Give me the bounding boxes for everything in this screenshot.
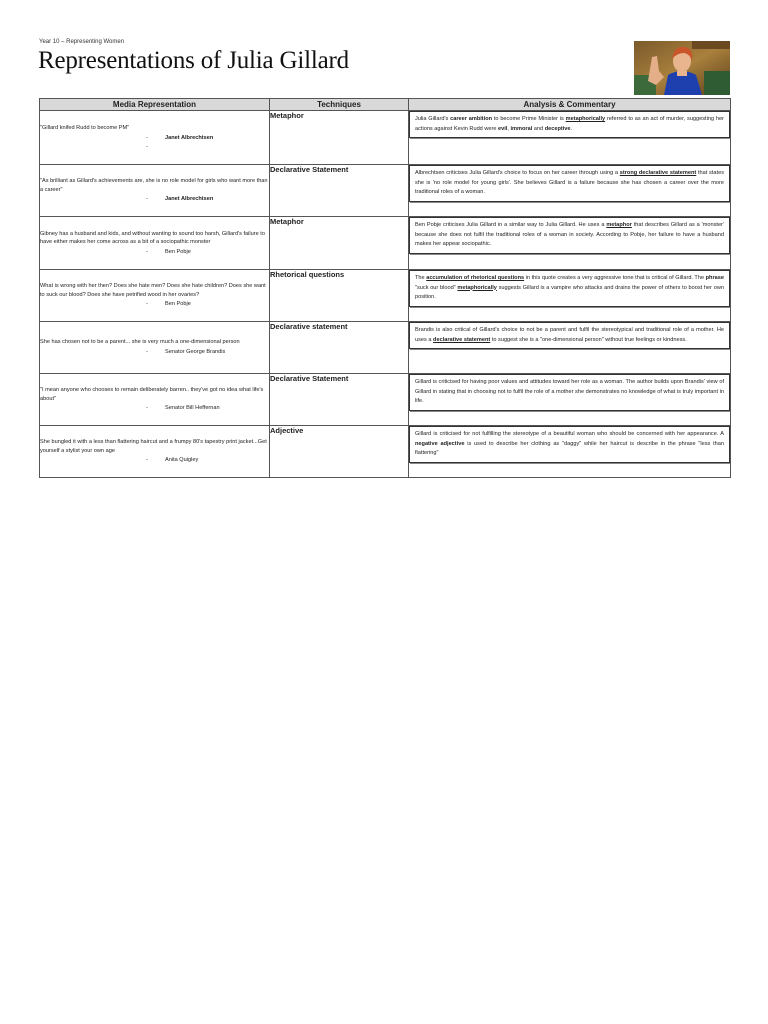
technique-cell: Declarative Statement — [270, 374, 409, 426]
analysis-cell — [409, 426, 731, 478]
analysis-highlight: metaphorically — [565, 116, 606, 122]
analysis-cell — [409, 217, 731, 270]
quote-source — [40, 456, 269, 465]
quote-source — [40, 348, 269, 357]
analysis-text: Albrechtsen criticises Julia Gillard's choice to focus on her career through using a — [415, 170, 620, 176]
table-row — [40, 374, 731, 426]
analysis-text: referred to as an act of murder, suggesting her actions against Kevin Rudd were — [415, 116, 724, 132]
analysis-text: is used to describe her clothing as "daggy" while her haircut is describe in the phrase "less than flattering" — [415, 440, 724, 457]
quote-source — [40, 248, 269, 257]
analysis-highlight: phrase — [705, 275, 724, 281]
analysis-cell — [409, 374, 731, 426]
analysis-box — [409, 374, 730, 411]
analysis-text: to become Prime Minister is — [492, 116, 566, 122]
analysis-highlight: evil — [498, 125, 508, 132]
technique-cell: Declarative statement — [270, 322, 409, 374]
analysis-box — [409, 322, 730, 349]
analysis-cell — [409, 322, 731, 374]
analysis-highlight: career ambition — [450, 116, 493, 122]
analysis-text: Brandis is also critical of Gillard's choice to not be a parent and fulfil the stereotypical and traditional role of a mother. He uses a — [415, 327, 724, 343]
analysis-text: , — [507, 125, 511, 132]
media-representation-cell — [40, 217, 270, 270]
quote-source-name: Anita Quigley — [165, 457, 199, 464]
table-row — [40, 217, 731, 270]
analysis-text: Gillard is criticised for having poor values and attitudes toward her role as a woman. The author builds upon Brandis' view of Gillard in stating that in choosing not to fulfil the role of a mother she demonstrates no knowledge of what is truly important in life. — [415, 379, 724, 405]
analysis-highlight: negative adjective — [415, 440, 465, 447]
analysis-highlight: accumulation of rhetorical questions — [426, 275, 525, 281]
technique-cell: Metaphor — [270, 111, 409, 165]
technique-cell: Declarative Statement — [270, 165, 409, 217]
table-row — [40, 165, 731, 217]
technique-cell: Metaphor — [270, 217, 409, 270]
quote-source — [40, 300, 269, 309]
analysis-highlight: metaphor — [606, 222, 632, 228]
quote-source — [40, 195, 269, 204]
quote-source-name: Janet Albrechtsen — [165, 196, 214, 203]
analysis-highlight: declarative statement — [433, 336, 491, 343]
table-row — [40, 322, 731, 374]
header-media-representation: Media Representation — [40, 99, 270, 111]
document-title: Representations of Julia Gillard — [38, 47, 349, 74]
analysis-box — [409, 165, 730, 202]
media-representation-cell — [40, 374, 270, 426]
analysis-highlight: strong declarative statement — [619, 170, 697, 176]
quote-text: What is wrong with her then? Does she hate men? Does she hate children? Does she want to suck our blood? Does she have petrified wood in her ovaries? — [40, 283, 266, 298]
header-techniques: Techniques — [270, 99, 409, 111]
analysis-box — [409, 426, 730, 463]
analysis-highlight: immoral — [510, 125, 533, 132]
analysis-text: that states she is 'no role model for young girls'. She believes Gillard is a failure because she has chosen a career over the more traditional roles of a woman. — [415, 170, 724, 196]
quote-source-name: Senator Bill Heffernan — [165, 405, 220, 412]
quote-source-name: Ben Pobje — [165, 248, 191, 255]
quote-text: "I mean anyone who chooses to remain deliberately barren.. they've got no idea what life's about" — [40, 387, 264, 402]
quote-text: Gibney has a husband and kids, and without wanting to sound too harsh, Gillard's failure to have either makes her come across as a bit of a sociopathic monster — [40, 230, 265, 246]
analysis-text: Ben Pobje criticises Julia Gillard in a similar way to Julia Gillard. He uses a — [415, 222, 607, 228]
julia-gillard-photo — [634, 41, 730, 95]
analysis-box — [409, 270, 730, 307]
header-analysis-commentary: Analysis & Commentary — [409, 99, 731, 111]
analysis-text: that describes Gillard as a 'monster' because she does not fulfil the traditional roles of a woman in society. According to Pobje, her failure to have a husband makes her appear sociopathic. — [415, 222, 724, 248]
media-representation-cell — [40, 111, 270, 165]
analysis-text: to suggest she is a "one-dimensional person" without true feelings or kindness. — [490, 336, 687, 343]
analysis-text: The — [415, 275, 427, 281]
quote-source — [40, 134, 269, 143]
analysis-text: . — [570, 125, 573, 132]
media-representation-cell — [40, 270, 270, 322]
table-row — [40, 426, 731, 478]
table-row — [40, 111, 731, 165]
technique-cell: Adjective — [270, 426, 409, 478]
media-representation-cell — [40, 426, 270, 478]
analysis-text: and — [532, 125, 545, 132]
quote-source — [40, 404, 269, 413]
representations-table — [39, 98, 731, 478]
analysis-box — [409, 111, 730, 138]
analysis-highlight: metaphorically — [457, 284, 497, 291]
source-dash — [40, 143, 269, 151]
analysis-text: Julia Gillard's — [415, 116, 451, 122]
quote-text: "Gillard knifed Rudd to become PM" — [40, 124, 130, 131]
document-subtitle: Year 10 – Representing Women — [39, 39, 125, 45]
analysis-cell — [409, 165, 731, 217]
analysis-box — [409, 217, 730, 254]
analysis-text: in this quote creates a very aggressive tone that is critical of Gillard. The — [524, 275, 706, 281]
analysis-highlight: deceptive — [544, 125, 571, 132]
technique-cell: Rhetorical questions — [270, 270, 409, 322]
analysis-text: "suck our blood" — [415, 284, 458, 291]
media-representation-cell — [40, 322, 270, 374]
quote-source-name: Senator George Brandis — [165, 349, 226, 355]
quote-text: "As brilliant as Gillard's achievements are, she is no role model for girls who want more than a career" — [40, 178, 268, 193]
quote-text: She bungled it with a less than flattering haircut and a frumpy 80's tapestry print jacket...Get yourself a stylist your own age — [40, 439, 267, 454]
quote-text: She has chosen not to be a parent... she is very much a one-dimensional person — [40, 339, 240, 346]
quote-source-name: Ben Pobje — [165, 301, 191, 308]
media-representation-cell — [40, 165, 270, 217]
analysis-text: Gillard is criticised for not fulfilling the stereotype of a beautiful woman who should be concerned with her appearance. A — [415, 431, 724, 437]
analysis-text: suggests Gillard is a vampire who attacks and drains the power of others to boost her own position. — [415, 284, 724, 301]
analysis-cell — [409, 270, 731, 322]
quote-source-name: Janet Albrechtsen — [165, 134, 214, 141]
table-row — [40, 270, 731, 322]
analysis-cell — [409, 111, 731, 165]
table-header-row — [40, 99, 731, 111]
